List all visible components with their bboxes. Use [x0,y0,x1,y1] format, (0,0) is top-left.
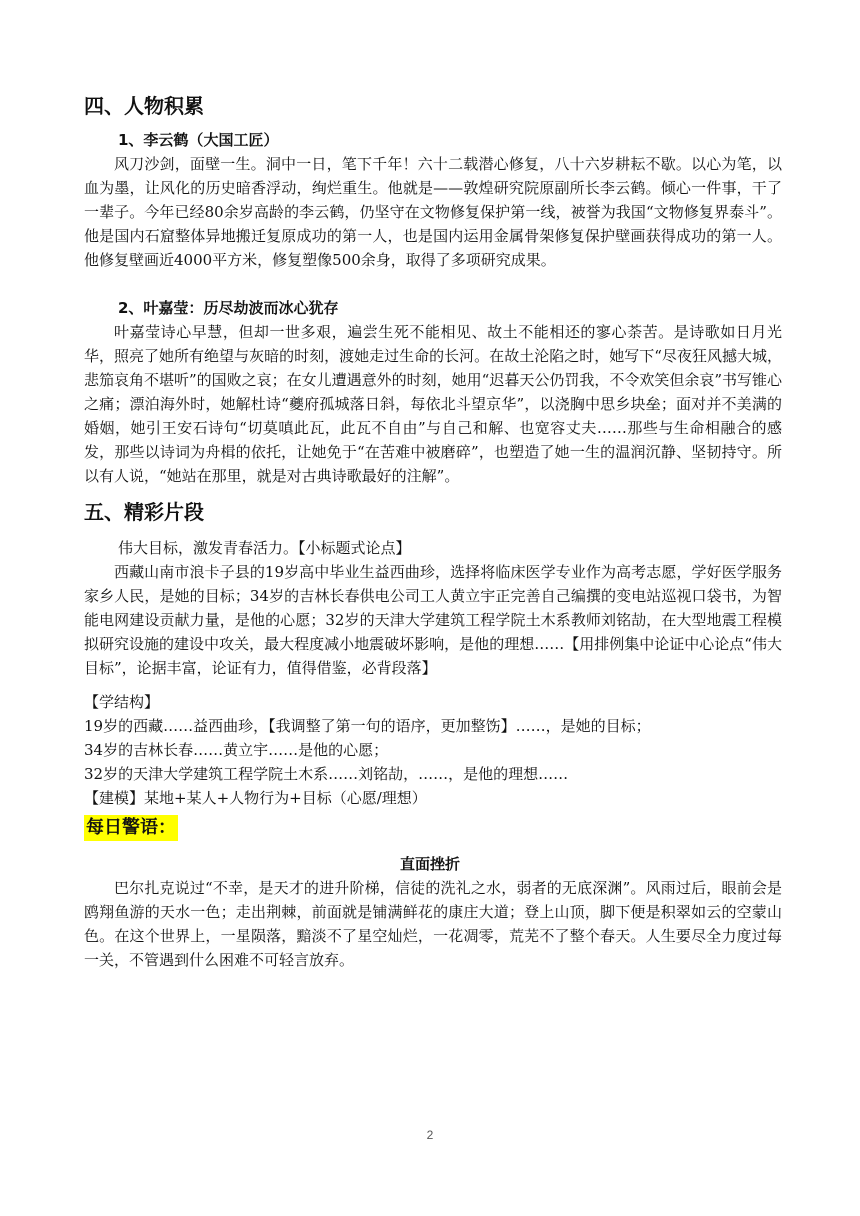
person2-title: 2、叶嘉莹：历尽劫波而冰心犹存 [118,299,339,317]
structure-line: 19岁的西藏……益西曲珍，【我调整了第一句的语序，更加整饬】……，是她的目标； [84,717,651,735]
person1-title: 1、李云鹤（大国工匠） [118,131,279,149]
person1-paragraph: 风刀沙剑，面壁一生。洞中一日，笔下千年！六十二载潜心修复，八十六岁耕耘不歇。以心为笔，以血为墨，让风化的历史暗香浮动，绚烂重生。他就是——敦煌研究院原副所长李云鹤。倾心一件事，干了一辈子。今年已经80余岁高龄的李云鹤，仍坚守在文物修复保护第一线，被誉为我国“文物修复界泰斗”。他是国内石窟整体异地搬迁复原成功的第一人，也是国内运用金属骨架修复保护壁画获得成功的第一人。他修复壁画近4000平方米，修复塑像500余身，取得了多项研究成果。 [84,155,782,269]
person2-paragraph: 叶嘉莹诗心早慧，但却一世多艰，遍尝生死不能相见、故土不能相还的寥心荼苦。是诗歌如日月光华，照亮了她所有绝望与灰暗的时刻，渡她走过生命的长河。在故土沦陷之时，她写下“尽夜狂风撼大城，悲笳哀角不堪听”的国败之哀；在女儿遭遇意外的时刻，她用“迟暮天公仍罚我，不令欢笑但余哀”书写锥心之痛；漂泊海外时，她解杜诗“夔府孤城落日斜，每依北斗望京华”，以浇胸中思乡块垒；面对并不美满的婚姻，她引王安石诗句“切莫嗔此瓦，此瓦不自由”与自己和解、也宽容丈夫……那些与生命相融合的感发，那些以诗词为舟楫的依托，让她免于“在苦难中被磨碎”，也塑造了她一生的温润沉静、坚韧持守。所以有人说，“她站在那里，就是对古典诗歌最好的注解”。 [84,323,783,485]
section-heading-characters: 四、人物积累 [84,94,204,118]
page-number: 2 [426,1128,434,1142]
structure-line: 32岁的天津大学建筑工程学院土木系……刘铭劼，……，是他的理想…… [84,765,569,783]
excerpt-paragraph: 西藏山南市浪卡子县的19岁高中毕业生益西曲珍，选择将临床医学专业作为高考志愿，学好医学服务家乡人民，是她的目标；34岁的吉林长春供电公司工人黄立宇正完善自己编撰的变电站巡视口袋书，为智能电网建设贡献力量，是他的心愿；32岁的天津大学建筑工程学院土木系教师刘铭劼，在大型地震工程模拟研究设施的建设中攻关，最大程度减小地震破坏影响，是他的理想……【用排例集中论证中心论点“伟大目标”，论据丰富，论证有力，值得借鉴，必背段落】 [84,563,782,677]
structure-line: 34岁的吉林长春……黄立宇……是他的心愿； [84,741,389,759]
excerpt-subtitle: 伟大目标，激发青春活力。【小标题式论点】 [118,539,411,557]
daily-motto-title: 直面挫折 [399,855,460,873]
structure-label: 【学结构】 [84,693,160,711]
section-heading-excerpts: 五、精彩片段 [84,500,204,524]
daily-motto-label: 每日警语： [84,815,178,841]
model-line: 【建模】某地+某人+人物行为+目标（心愿/理想） [84,789,427,807]
daily-motto-paragraph: 巴尔扎克说过“不幸，是天才的进升阶梯，信徒的洗礼之水，弱者的无底深渊”。风雨过后，眼前会是鸥翔鱼游的天水一色；走出荆棘，前面就是铺满鲜花的康庄大道；登上山顶，脚下便是积翠如云的空蒙山色。在这个世界上，一星陨落，黯淡不了星空灿烂，一花凋零，荒芜不了整个春天。人生要尽全力度过每一关，不管遇到什么困难不可轻言放弃。 [84,879,782,969]
